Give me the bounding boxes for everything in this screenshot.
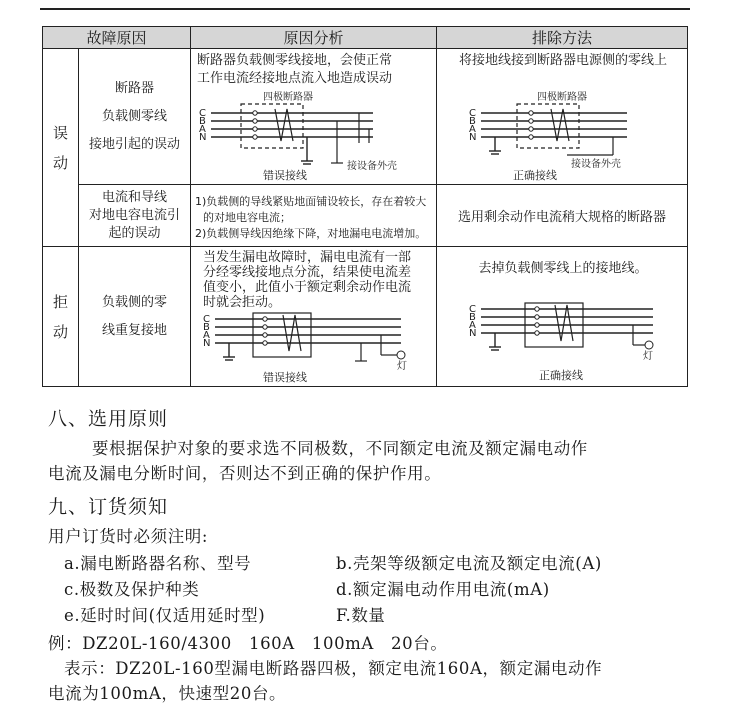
order-item-a: a.漏电断路器名称、型号 [64,554,252,573]
svg-text:B: B [203,322,210,333]
svg-text:正确接线: 正确接线 [513,169,558,182]
remedy-capacitance: 选用剩余动作电流稍大规格的断路器 [437,185,688,247]
section-8-line-1: 要根据保护对象的要求选不同极数，不同额定电流及额定漏电动作 [92,439,588,458]
svg-text:错误接线: 错误接线 [263,371,308,384]
order-meaning-line-1: 表示：DZ20L-160型漏电断路器四极，额定电流160A，额定漏电动作 [64,659,603,678]
svg-text:B: B [469,116,476,127]
svg-text:A: A [469,124,476,135]
svg-text:B: B [199,116,206,127]
order-item-b: b.壳架等级额定电流及额定电流(A) [336,554,602,573]
fault-table [42,26,688,387]
svg-text:接设备外壳: 接设备外壳 [571,159,622,170]
svg-text:错误接线: 错误接线 [263,169,308,182]
top-rule [40,8,690,10]
remedy-neutral-ground: 将接地线接到断路器电源侧的零线上 四极断路器 C B A N 接设备外壳 正确接线 [437,49,688,185]
category-refusal: 拒 动 [43,247,79,387]
section-8-line-2: 电流及漏电分断时间，否则达不到正确的保护作用。 [48,464,442,483]
wiring-diagram-refusal-correct [467,299,673,383]
svg-text:四极断路器: 四极断路器 [537,92,588,103]
diagram-title: 四极断路器 [263,92,314,103]
table-row [43,49,688,185]
header-remedy: 排除方法 [437,27,688,49]
svg-text:正确接线: 正确接线 [539,369,584,382]
wiring-diagram-correct [467,91,673,183]
section-8-title: 八、选用原则 [48,408,169,430]
svg-text:N: N [469,132,477,143]
analysis-capacitance: 1)负载侧的导线紧贴地面铺设较长，存在着较大 的对地电容电流； 2)负载侧导线因绝缘下降，对地漏电电流增加。 [191,185,437,247]
cause-repeated-ground: 负载侧的零 线重复接地 [79,247,191,387]
svg-text:B: B [469,312,476,323]
svg-text:N: N [469,328,477,339]
wiring-diagram-refusal-wrong [201,311,427,385]
svg-text:灯: 灯 [397,361,408,372]
svg-text:C: C [203,314,210,325]
svg-text:A: A [199,124,206,135]
order-item-d: d.额定漏电动作用电流(mA) [336,580,550,599]
svg-text:A: A [469,320,476,331]
table-row [43,247,688,387]
svg-text:C: C [469,108,476,119]
svg-text:接设备外壳: 接设备外壳 [347,161,398,172]
order-meaning-line-2: 电流为100mA，快速型20台。 [48,684,287,703]
order-item-e: e.延时时间(仅适用延时型) [64,606,266,625]
header-analysis: 原因分析 [191,27,437,49]
table-header-row [43,27,688,49]
remedy-repeated-ground: 去掉负载侧零线上的接地线。 C B A N 灯 正确接线 [437,247,688,387]
svg-text:灯: 灯 [643,351,654,362]
order-item-c: c.极数及保护种类 [64,580,200,599]
order-example: 例：DZ20L-160/4300 160A 100mA 20台。 [48,634,448,653]
cause-capacitance: 电流和导线 对地电容电流引 起的误动 [79,185,191,247]
order-item-f: F.数量 [336,606,386,625]
category-misaction: 误 动 [43,49,79,247]
table-row [43,185,688,247]
order-intro: 用户订货时必须注明: [48,527,209,546]
cause-neutral-ground: 断路器 负载侧零线 接地引起的误动 [79,49,191,185]
header-cause: 故障原因 [43,27,191,49]
section-9-title: 九、订货须知 [48,496,169,518]
svg-text:N: N [203,338,211,349]
wiring-diagram-wrong [197,91,433,183]
analysis-neutral-ground: 断路器负载侧零线接地，会使正常 工作电流经接地点流入地造成误动 四极断路器 C B A N 接设备外壳 错误接线 [191,49,437,185]
svg-text:A: A [203,330,210,341]
analysis-repeated-ground: 当发生漏电故障时，漏电电流有一部 分经零线接地点分流，结果使电流差 值变小，此值小于额定剩余动作电流 时就会拒动。 C B A N 灯 错误接线 [191,247,437,387]
svg-text:C: C [199,108,206,119]
svg-text:C: C [469,304,476,315]
svg-text:N: N [199,132,207,143]
